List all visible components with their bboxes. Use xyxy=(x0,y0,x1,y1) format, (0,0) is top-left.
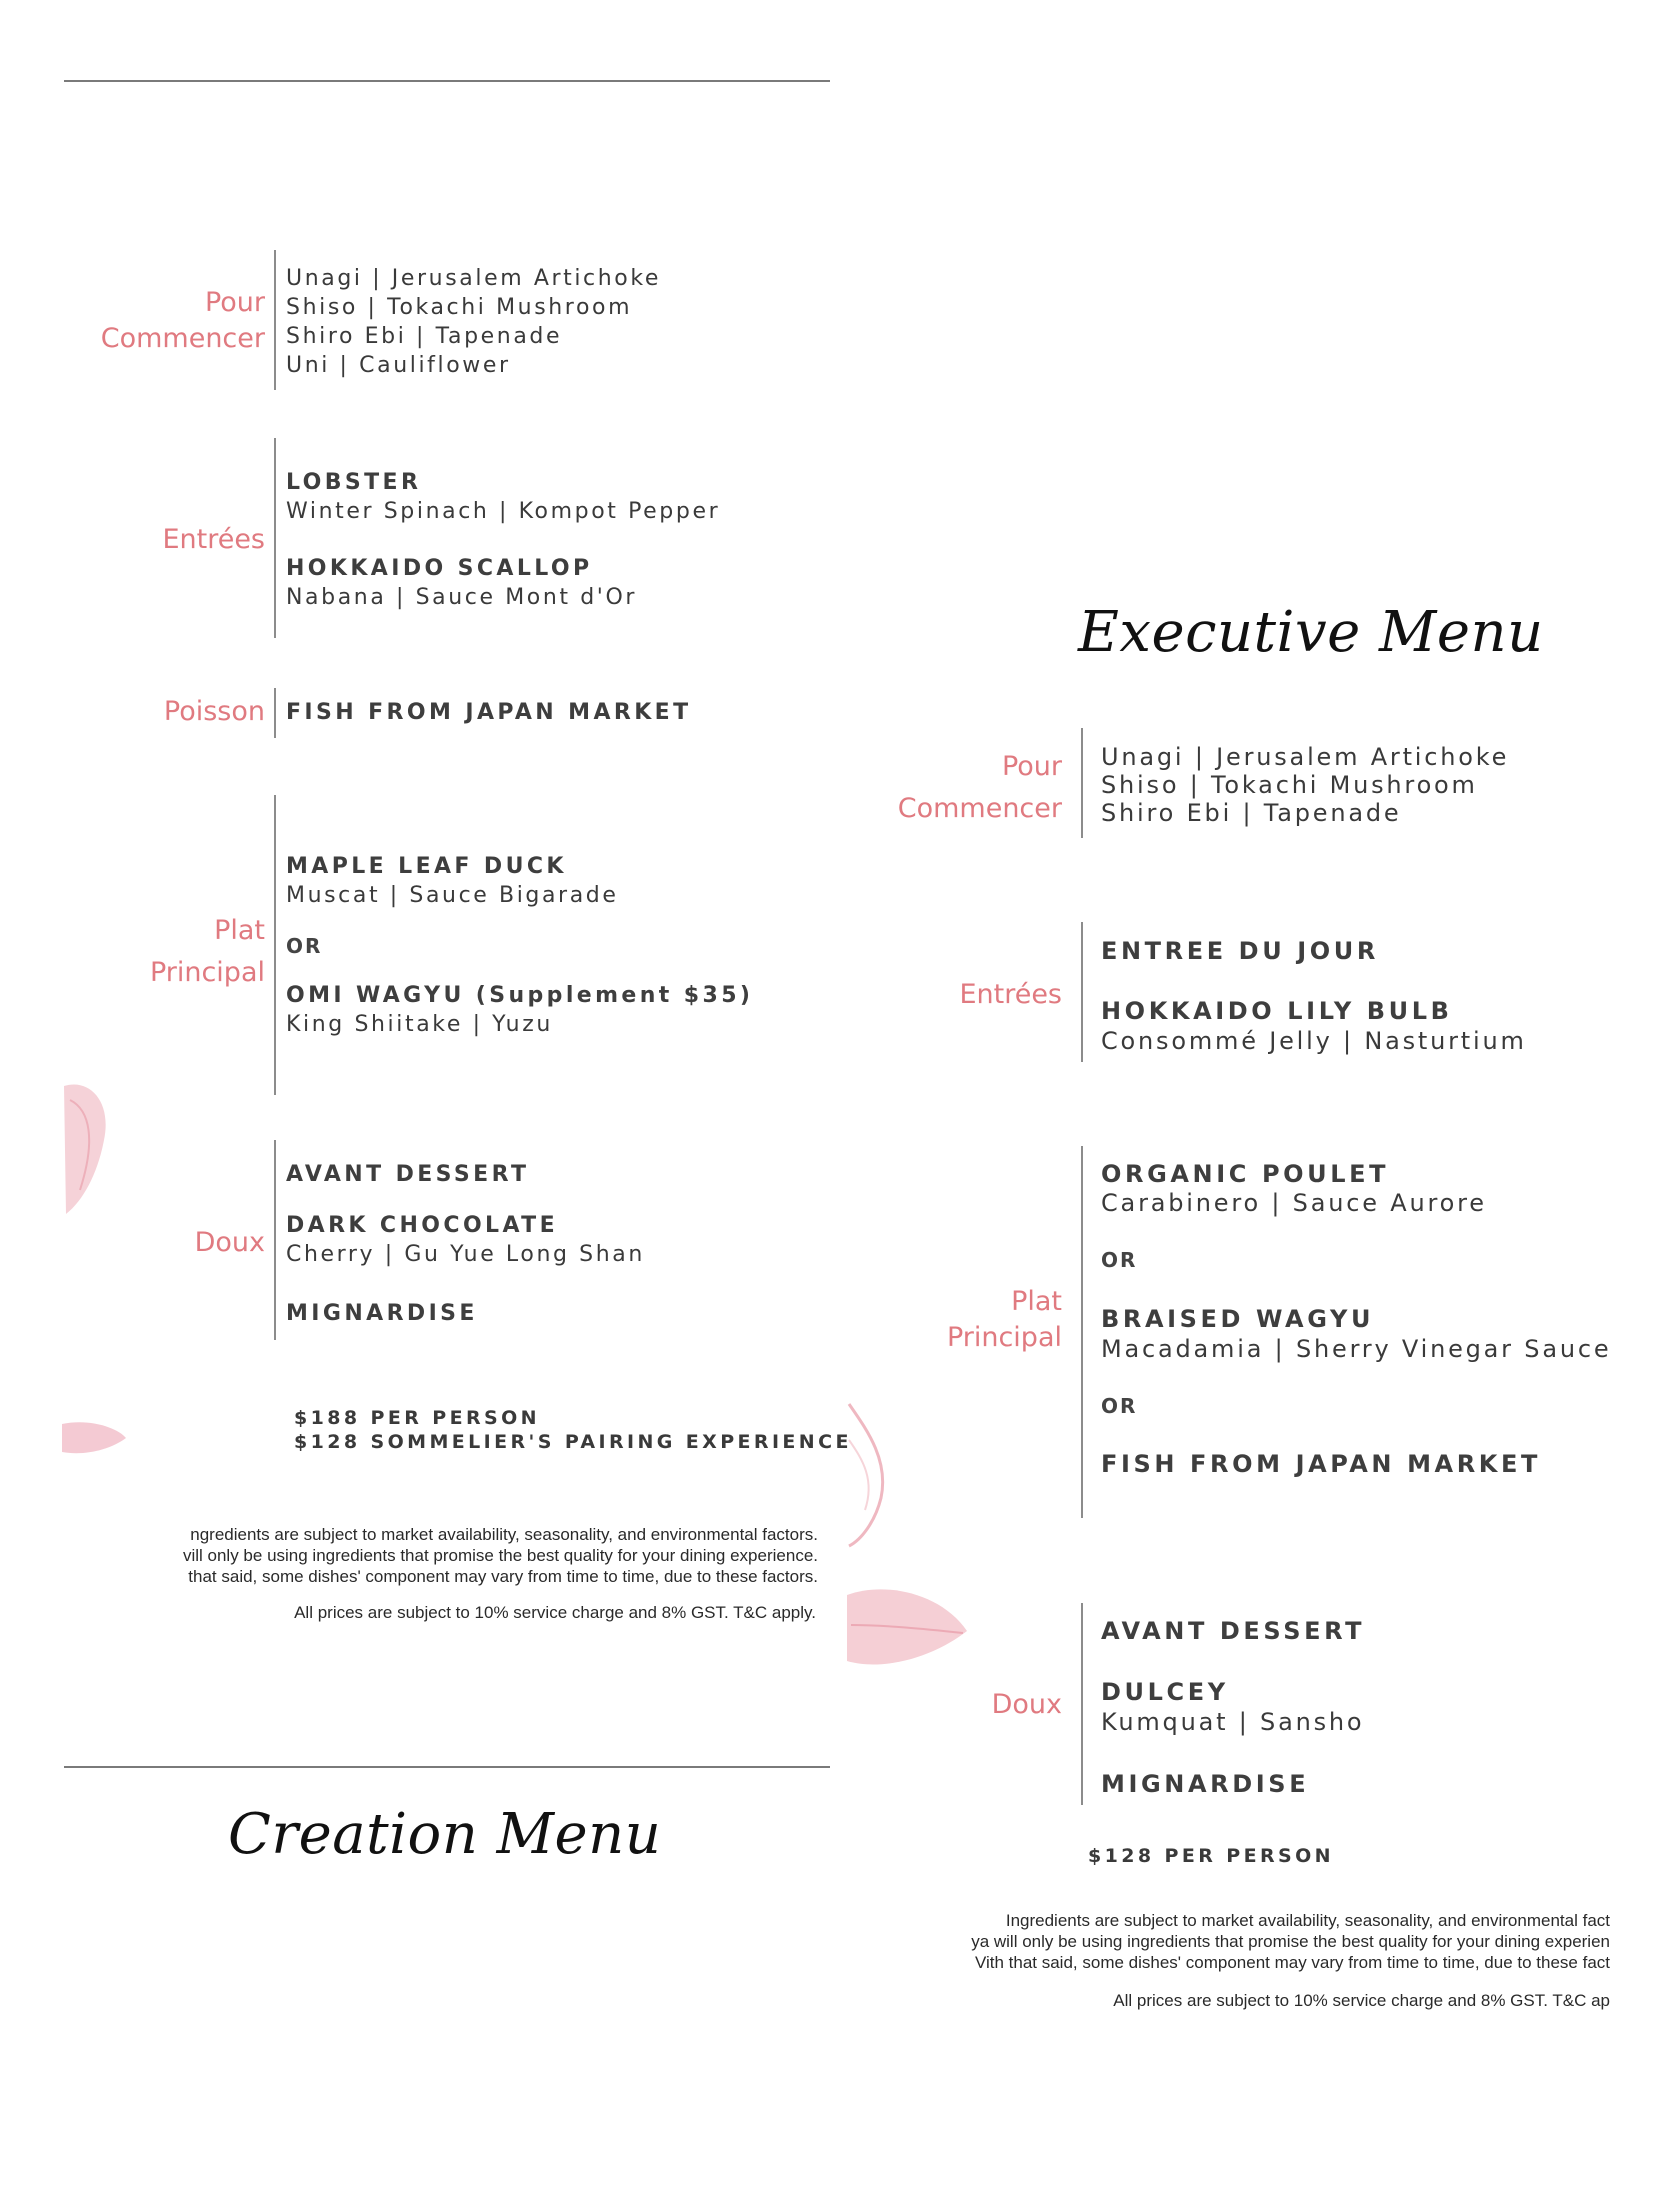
menu-item: Unagi | Jerusalem Artichoke xyxy=(1101,743,1510,771)
section-divider xyxy=(274,250,276,390)
menu-item: Shiro Ebi | Tapenade xyxy=(286,324,563,349)
section-divider xyxy=(1081,922,1083,1062)
or-separator: OR xyxy=(286,934,323,958)
category-principal: Principal xyxy=(149,957,265,988)
dish-title: FISH FROM JAPAN MARKET xyxy=(1101,1450,1541,1478)
dish-description: Winter Spinach | Kompot Pepper xyxy=(286,499,721,524)
section-divider xyxy=(274,438,276,638)
dish-title: FISH FROM JAPAN MARKET xyxy=(286,700,692,725)
dish-description: Carabinero | Sauce Aurore xyxy=(1101,1189,1487,1217)
category-doux: Doux xyxy=(991,1689,1062,1720)
section-divider xyxy=(1081,728,1083,838)
dish-title: AVANT DESSERT xyxy=(1101,1617,1366,1645)
dish-title: MAPLE LEAF DUCK xyxy=(286,854,567,879)
dish-title: OMI WAGYU (Supplement $35) xyxy=(286,983,754,1008)
flower-petal-icon xyxy=(845,1400,895,1550)
category-pour: Pour xyxy=(204,287,265,318)
category-commencer: Commencer xyxy=(100,323,265,354)
section-divider xyxy=(1081,1603,1083,1805)
or-separator: OR xyxy=(1101,1394,1138,1418)
menu-item: Unagi | Jerusalem Artichoke xyxy=(286,266,662,291)
menu-item: Shiso | Tokachi Mushroom xyxy=(1101,771,1478,799)
leaf-icon xyxy=(60,1418,130,1458)
disclaimer-line: that said, some dishes' component may vary from time to time, due to these factors. xyxy=(188,1567,818,1586)
section-divider xyxy=(274,1140,276,1340)
dish-title: DARK CHOCOLATE xyxy=(286,1213,559,1238)
section-divider xyxy=(1081,1146,1083,1518)
flower-petal-icon xyxy=(60,1080,120,1220)
menu-title: Executive Menu xyxy=(1078,600,1544,665)
category-entrees: Entrées xyxy=(959,979,1062,1010)
category-pour: Pour xyxy=(1001,751,1062,782)
dish-title: ENTREE DU JOUR xyxy=(1101,937,1379,965)
disclaimer-line: ya will only be using ingredients that promise the best quality for your dining experien xyxy=(971,1932,1610,1951)
dish-title: BRAISED WAGYU xyxy=(1101,1305,1375,1333)
menu-title: Creation Menu xyxy=(228,1802,662,1867)
dish-description: Nabana | Sauce Mont d'Or xyxy=(286,585,637,610)
price-pairing: $128 SOMMELIER'S PAIRING EXPERIENCE xyxy=(294,1431,852,1453)
disclaimer-line: ngredients are subject to market availability, seasonality, and environmental factors. xyxy=(190,1525,818,1544)
or-separator: OR xyxy=(1101,1248,1138,1272)
dish-title: ORGANIC POULET xyxy=(1101,1160,1390,1188)
dish-description: Muscat | Sauce Bigarade xyxy=(286,883,619,908)
price-per-person: $128 PER PERSON xyxy=(1088,1845,1334,1867)
menu-item: Shiso | Tokachi Mushroom xyxy=(286,295,633,320)
section-divider xyxy=(274,795,276,1095)
dish-description: Consommé Jelly | Nasturtium xyxy=(1101,1027,1527,1055)
leaf-icon xyxy=(845,1585,970,1670)
top-divider xyxy=(64,80,830,82)
category-entrees: Entrées xyxy=(162,524,265,555)
category-commencer: Commencer xyxy=(897,793,1062,824)
menu-item: Shiro Ebi | Tapenade xyxy=(1101,799,1402,827)
category-doux: Doux xyxy=(194,1227,265,1258)
dish-title: LOBSTER xyxy=(286,470,422,495)
section-divider xyxy=(274,688,276,738)
bottom-divider xyxy=(64,1766,830,1768)
dish-description: Kumquat | Sansho xyxy=(1101,1708,1365,1736)
dish-description: Macadamia | Sherry Vinegar Sauce xyxy=(1101,1335,1612,1363)
category-plat: Plat xyxy=(214,915,265,946)
price-per-person: $188 PER PERSON xyxy=(294,1407,540,1429)
dish-title: MIGNARDISE xyxy=(286,1301,478,1326)
dish-title: MIGNARDISE xyxy=(1101,1770,1310,1798)
category-principal: Principal xyxy=(946,1322,1062,1353)
category-plat: Plat xyxy=(1011,1286,1062,1317)
service-note: All prices are subject to 10% service charge and 8% GST. T&C apply. xyxy=(294,1603,816,1622)
disclaimer-line: Vith that said, some dishes' component may vary from time to time, due to these fact xyxy=(974,1953,1610,1972)
category-poisson: Poisson xyxy=(163,696,265,727)
dish-title: AVANT DESSERT xyxy=(286,1162,530,1187)
dish-description: King Shiitake | Yuzu xyxy=(286,1012,553,1037)
dish-description: Cherry | Gu Yue Long Shan xyxy=(286,1242,645,1267)
menu-item: Uni | Cauliflower xyxy=(286,353,511,378)
disclaimer-line: vill only be using ingredients that promise the best quality for your dining experience. xyxy=(182,1546,818,1565)
dish-title: HOKKAIDO SCALLOP xyxy=(286,556,593,581)
disclaimer-line: Ingredients are subject to market availability, seasonality, and environmental fact xyxy=(1005,1911,1610,1930)
dish-title: DULCEY xyxy=(1101,1678,1229,1706)
dish-title: HOKKAIDO LILY BULB xyxy=(1101,997,1453,1025)
service-note: All prices are subject to 10% service charge and 8% GST. T&C ap xyxy=(1113,1991,1610,2010)
